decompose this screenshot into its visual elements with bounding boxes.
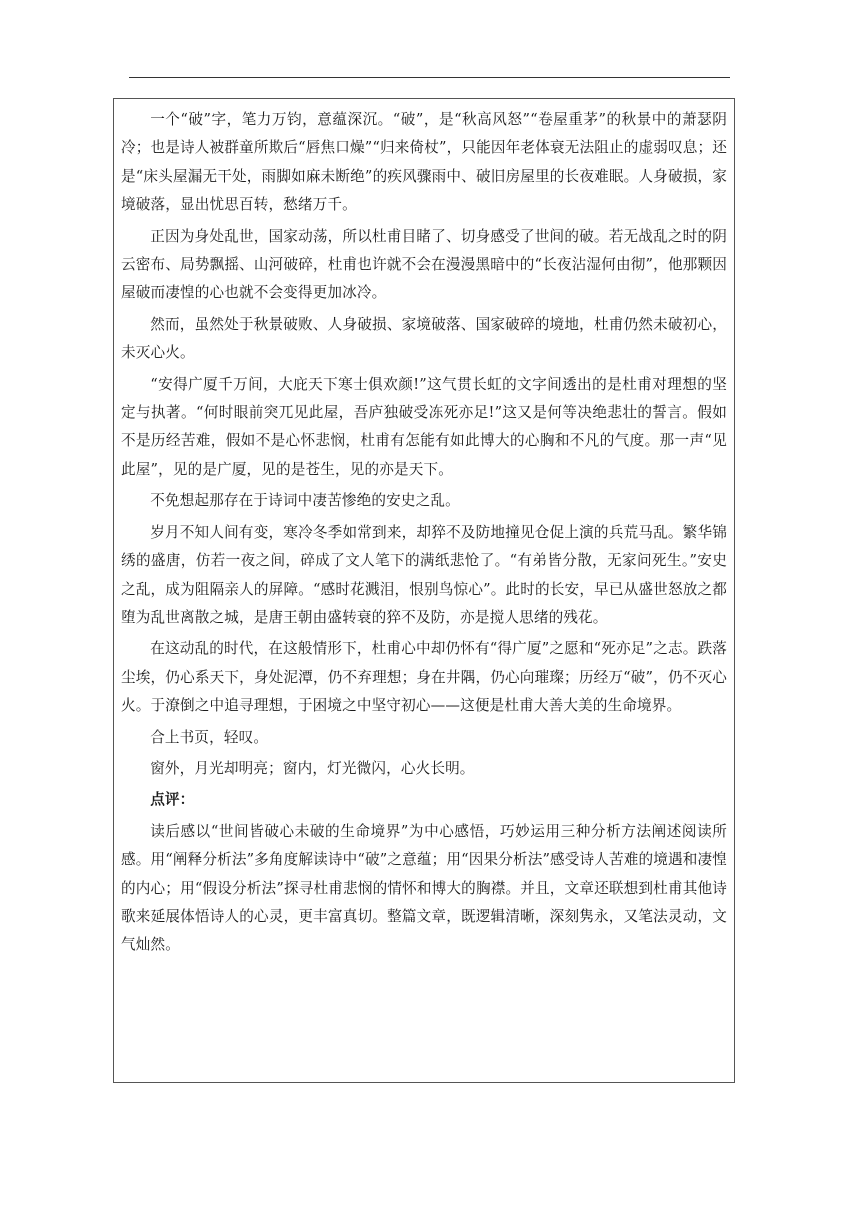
essay-paragraph: 合上书页，轻叹。 xyxy=(150,728,269,746)
essay-box xyxy=(113,98,735,1083)
comment-text: 读后感以“世间皆破心未破的生命境界”为中心感悟，巧妙运用三种分析方法阐述阅读所感。用“阐释分析法”多角度解读诗中“破”之意蕴；用“因果分析法”感受诗人苦难的境遇和凄惶的内心；用“假设分析法”探寻杜甫悲悯的情怀和博大的胸襟。并且，文章还联想到杜甫其他诗歌来延展体悟诗人的心灵，更丰富真切。整篇文章，既逻辑清晰，深刻隽永，又笔法灵动，文气灿然。 xyxy=(121,822,727,954)
essay-paragraph: 然而，虽然处于秋景破败、人身破损、家境破落、国家破碎的境地，杜甫仍然未破初心，未灭心火。 xyxy=(121,315,727,362)
essay-paragraph: 窗外，月光却明亮；窗内，灯光微闪，心火长明。 xyxy=(150,759,475,777)
essay-paragraph: 正因为身处乱世，国家动荡，所以杜甫目睹了、切身感受了世间的破。若无战乱之时的阴云密布、局势飘摇、山河破碎，杜甫也许就不会在漫漫黑暗中的“长夜沾湿何由彻”，他那颗因屋破而凄惶的心也就不会变得更加冰冷。 xyxy=(121,227,727,302)
header-rule xyxy=(129,77,730,78)
essay-paragraph: 在这动乱的时代，在这般情形下，杜甫心中却仍怀有“得广厦”之愿和“死亦足”之志。跌落尘埃，仍心系天下，身处泥潭，仍不弃理想；身在井隅，仍心向璀璨；历经万“破”，仍不灭心火。于潦倒之中追寻理想，于困境之中坚守初心——这便是杜甫大善大美的生命境界。 xyxy=(121,640,727,715)
essay-paragraph: “安得广厦千万间，大庇天下寒士俱欢颜!”这气贯长虹的文字间透出的是杜甫对理想的坚定与执著。“何时眼前突兀见此屋，吾庐独破受冻死亦足!”这又是何等决绝悲壮的誓言。假如不是历经苦难，假如不是心怀悲悯，杜甫有怎能有如此博大的心胸和不凡的气度。那一声“见此屋”，见的是广厦，见的是苍生，见的亦是天下。 xyxy=(121,375,727,478)
essay-paragraph: 一个“破”字，笔力万钧，意蕴深沉。“破”，是“秋高风怒”“卷屋重茅”的秋景中的萧瑟阴冷；也是诗人被群童所欺后“唇焦口燥”“归来倚杖”，只能因年老体衰无法阻止的虚弱叹息；还是“床头屋漏无干处，雨脚如麻未断绝”的疾风骤雨中、破旧房屋里的长夜难眠。人身破损，家境破落，显出忧思百转，愁绪万千。 xyxy=(121,111,727,214)
essay-paragraph: 不免想起那存在于诗词中凄苦惨绝的安史之乱。 xyxy=(150,492,460,510)
essay-paragraph: 岁月不知人间有变，寒冷冬季如常到来，却猝不及防地撞见仓促上演的兵荒马乱。繁华锦绣的盛唐，仿若一夜之间，碎成了文人笔下的满纸悲怆了。“有弟皆分散，无家问死生。”安史之乱，成为阻隔亲人的屏障。“感时花溅泪，恨别鸟惊心”。此时的长安，早已从盛世怒放之都堕为乱世离散之城，是唐王朝由盛转衰的猝不及防，亦是搅人思绪的残花。 xyxy=(121,523,727,626)
comment-heading: 点评： xyxy=(150,791,195,809)
